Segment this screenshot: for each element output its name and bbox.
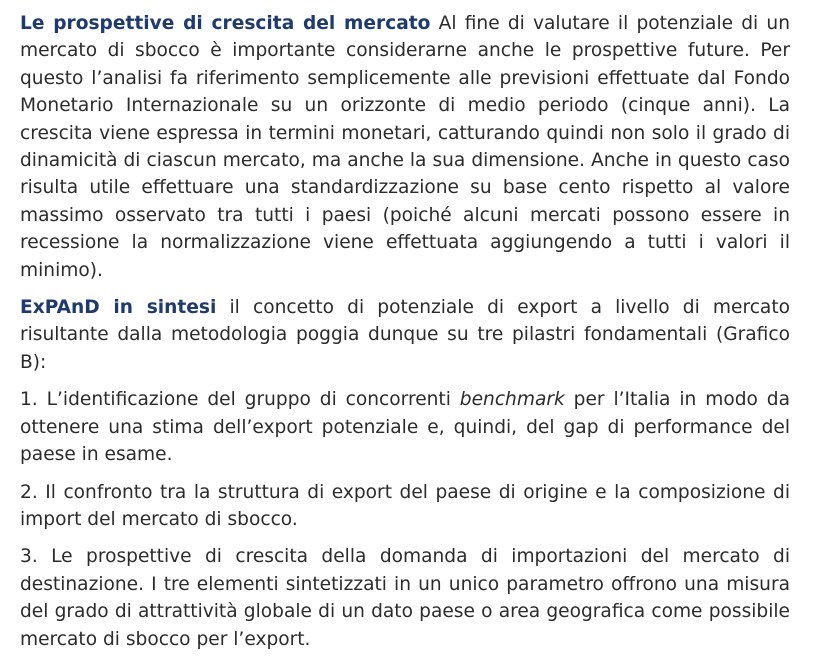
- paragraph-lead-market-growth: Le prospettive di crescita del mercato: [20, 13, 431, 34]
- list-item-1-italic: benchmark: [459, 389, 565, 411]
- document-body: [20, 10, 790, 663]
- list-item-1-before: 1. L’identificazione del gruppo di concorrenti: [20, 389, 460, 411]
- paragraph-expand-summary: [20, 294, 790, 376]
- list-item-3: [20, 543, 790, 653]
- list-item-3-text: 3. Le prospettive di crescita della domanda di importazioni del mercato di destinazione. I tre elementi sintetizzati in un unico parametro offrono una misura del grado di attrattività globale di un dato paese o area geografica come possibile mercato di sbocco per l’export.: [20, 546, 790, 650]
- list-item-1: [20, 386, 790, 468]
- paragraph-market-growth: [20, 10, 790, 284]
- list-item-2: [20, 479, 790, 534]
- paragraph-text-expand: il concetto di potenziale di export a livello di mercato risultante dalla metodologia poggia dunque su tre pilastri fondamentali (Grafico B):: [20, 297, 790, 373]
- paragraph-text-market-growth: Al fine di valutare il potenziale di un mercato di sbocco è importante considerarne anche le prospettive future. Per questo l’analisi fa riferimento semplicemente alle previsioni effettuate dal Fondo Monetario Internazionale su un orizzonte di medio periodo (cinque anni). La crescita viene espressa in termini monetari, catturando quindi non solo il grado di dinamicità di ciascun mercato, ma anche la sua dimensione. Anche in questo caso risulta utile effettuare una standardizzazione su base cento rispetto al valore massimo osservato tra tutti i paesi (poiché alcuni mercati possono essere in recessione la normalizzazione viene effettuata aggiungendo a tutti i valori il minimo).: [20, 13, 790, 281]
- list-item-2-text: 2. Il confronto tra la struttura di export del paese di origine e la composizione di import del mercato di sbocco.: [20, 481, 790, 530]
- list-item-1-after: per l’Italia in modo da ottenere una stima dell’export potenziale e, quindi, del gap di performance del paese in esame.: [20, 389, 790, 466]
- paragraph-lead-expand: ExPAnD in sintesi: [20, 297, 217, 319]
